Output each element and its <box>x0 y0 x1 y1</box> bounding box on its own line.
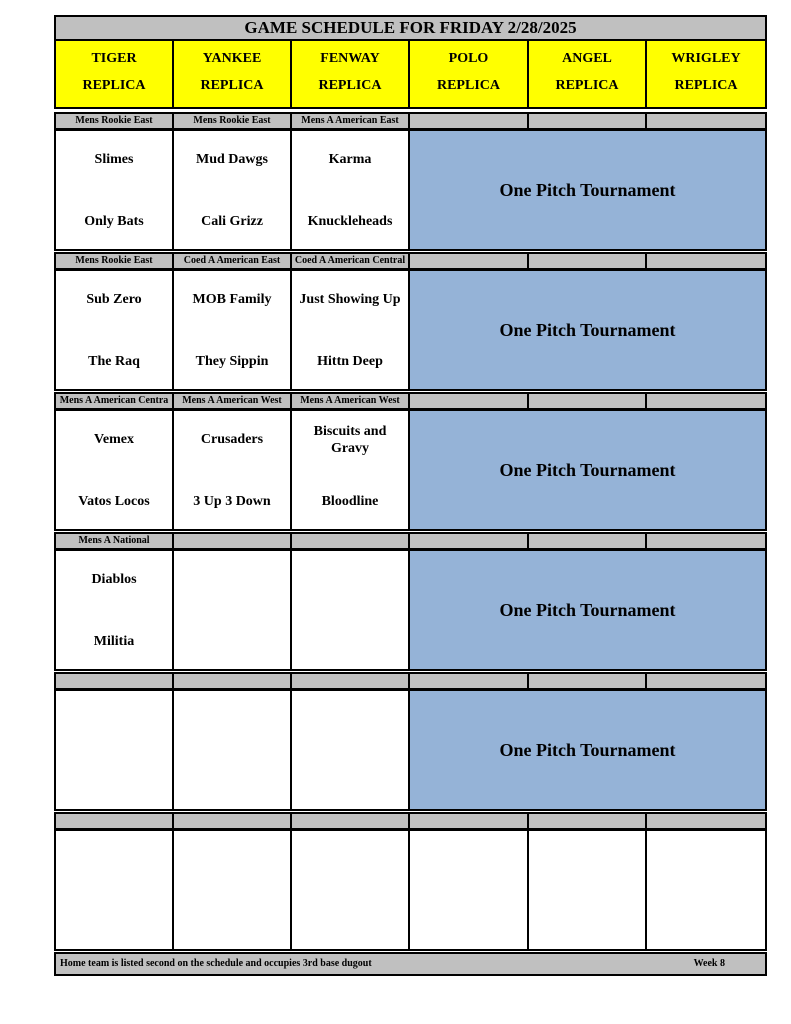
division-label <box>408 532 529 550</box>
home-team: They Sippin <box>195 354 269 369</box>
game-slot <box>172 129 292 251</box>
home-team: Only Bats <box>84 214 144 229</box>
game-slot <box>54 409 174 531</box>
field-header-fenway <box>290 39 410 109</box>
field-type: REPLICA <box>555 78 619 93</box>
away-team: Karma <box>328 152 372 167</box>
division-label: Mens Rookie East <box>54 112 174 130</box>
division-label <box>645 252 767 270</box>
game-slot <box>54 829 174 951</box>
division-label: Mens A American West <box>172 392 292 410</box>
away-team: Mud Dawgs <box>196 152 268 167</box>
division-label <box>645 392 767 410</box>
game-slot <box>172 829 292 951</box>
home-team: Militia <box>93 634 135 649</box>
game-slot <box>54 689 174 811</box>
game-slot <box>645 829 767 951</box>
week-label: Week 8 <box>693 958 725 969</box>
field-header-polo <box>408 39 529 109</box>
division-label: Coed A American Central <box>290 252 410 270</box>
schedule-footer <box>54 952 767 976</box>
game-slot <box>527 829 647 951</box>
division-label <box>527 112 647 130</box>
tournament-block: One Pitch Tournament <box>408 689 767 811</box>
division-label <box>290 532 410 550</box>
division-label <box>645 812 767 830</box>
game-slot <box>408 829 529 951</box>
field-header-tiger <box>54 39 174 109</box>
division-label <box>527 392 647 410</box>
field-name: TIGER <box>91 51 137 66</box>
division-label: Mens Rookie East <box>172 112 292 130</box>
division-label <box>290 812 410 830</box>
field-type: REPLICA <box>674 78 738 93</box>
division-label: Mens A National <box>54 532 174 550</box>
division-label <box>172 812 292 830</box>
division-label <box>408 112 529 130</box>
division-label <box>54 812 174 830</box>
field-type: REPLICA <box>318 78 382 93</box>
tournament-block: One Pitch Tournament <box>408 549 767 671</box>
game-slot <box>290 129 410 251</box>
away-team: Just Showing Up <box>299 292 401 307</box>
division-label: Coed A American East <box>172 252 292 270</box>
tournament-block: One Pitch Tournament <box>408 409 767 531</box>
home-team: Cali Grizz <box>201 214 263 229</box>
home-team: Hittn Deep <box>317 354 383 369</box>
game-slot <box>54 269 174 391</box>
away-team: Diablos <box>91 572 137 587</box>
field-type: REPLICA <box>200 78 264 93</box>
division-label <box>527 252 647 270</box>
game-slot <box>172 689 292 811</box>
away-team: Biscuits and Gravy <box>313 424 387 456</box>
away-team: Vemex <box>94 432 134 447</box>
game-slot <box>290 829 410 951</box>
game-slot <box>54 549 174 671</box>
game-slot <box>54 129 174 251</box>
division-label <box>645 532 767 550</box>
division-label <box>408 392 529 410</box>
away-team: Sub Zero <box>86 292 142 307</box>
away-team: MOB Family <box>192 292 272 307</box>
field-name: ANGEL <box>562 51 612 66</box>
schedule-title: GAME SCHEDULE FOR FRIDAY 2/28/2025 <box>54 15 767 41</box>
division-label <box>645 672 767 690</box>
game-slot <box>290 689 410 811</box>
home-team-note: Home team is listed second on the schedule and occupies 3rd base dugout <box>60 958 372 969</box>
away-team: Slimes <box>94 152 134 167</box>
field-header-angel <box>527 39 647 109</box>
home-team: 3 Up 3 Down <box>193 494 271 509</box>
game-slot <box>172 409 292 531</box>
division-label <box>172 532 292 550</box>
division-label <box>408 812 529 830</box>
away-team: Crusaders <box>200 432 264 447</box>
field-name: POLO <box>448 51 489 66</box>
tournament-block: One Pitch Tournament <box>408 129 767 251</box>
home-team: Bloodline <box>321 494 379 509</box>
division-label <box>408 672 529 690</box>
game-slot <box>172 269 292 391</box>
field-header-wrigley <box>645 39 767 109</box>
game-slot <box>172 549 292 671</box>
division-label <box>645 112 767 130</box>
field-type: REPLICA <box>82 78 146 93</box>
tournament-block: One Pitch Tournament <box>408 269 767 391</box>
division-label: Mens A American Centra <box>54 392 174 410</box>
division-label <box>527 812 647 830</box>
home-team: The Raq <box>88 354 140 369</box>
field-name: WRIGLEY <box>671 51 741 66</box>
division-label: Mens A American East <box>290 112 410 130</box>
division-label <box>527 672 647 690</box>
division-label <box>408 252 529 270</box>
division-label <box>172 672 292 690</box>
division-label <box>54 672 174 690</box>
field-name: FENWAY <box>320 51 380 66</box>
game-slot <box>290 269 410 391</box>
division-label <box>290 672 410 690</box>
division-label <box>527 532 647 550</box>
field-name: YANKEE <box>202 51 262 66</box>
division-label: Mens A American West <box>290 392 410 410</box>
game-slot <box>290 409 410 531</box>
field-type: REPLICA <box>436 78 500 93</box>
division-label: Mens Rookie East <box>54 252 174 270</box>
home-team: Vatos Locos <box>78 494 150 509</box>
field-header-yankee <box>172 39 292 109</box>
game-slot <box>290 549 410 671</box>
home-team: Knuckleheads <box>307 214 393 229</box>
